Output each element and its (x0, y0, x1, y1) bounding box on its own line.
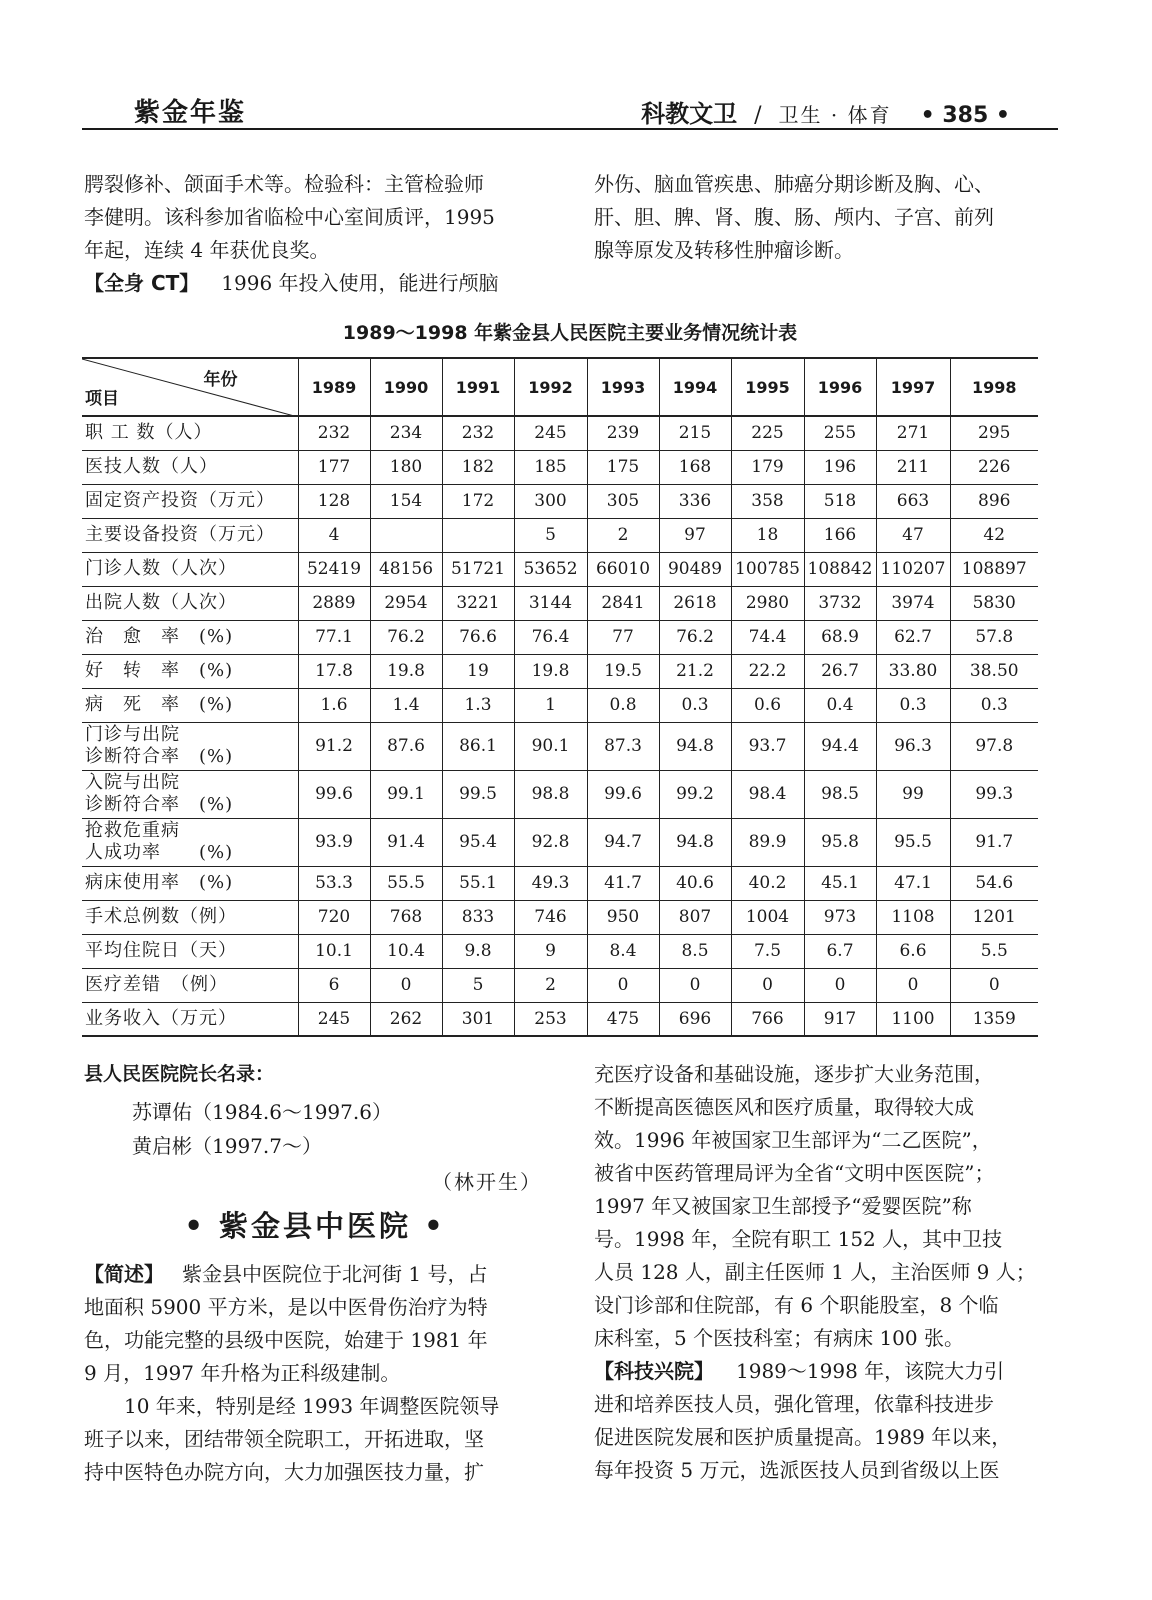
value-cell: 475 (587, 1002, 659, 1036)
table-row (82, 552, 1038, 586)
value-cell: 0 (876, 968, 950, 1002)
value-cell: 2841 (587, 586, 659, 620)
text-line: 年起，连续 4 年获优良奖。 (84, 238, 330, 262)
value-cell: 3221 (442, 586, 514, 620)
value-cell: 86.1 (442, 722, 514, 770)
table-row (82, 818, 1038, 866)
value-cell: 225 (731, 416, 804, 450)
subsection-name: 卫生 · 体育 (778, 103, 892, 127)
corner-cell (82, 358, 298, 416)
value-cell: 182 (442, 450, 514, 484)
value-cell: 19.8 (514, 654, 587, 688)
text-line: 设门诊部和住院部，有 6 个职能股室，8 个临 (594, 1293, 999, 1317)
ct-label: 【全身 CT】 (84, 271, 200, 295)
value-cell: 99 (876, 770, 950, 818)
value-cell: 8.4 (587, 934, 659, 968)
value-cell: 95.4 (442, 818, 514, 866)
row-label: 病床使用率 (%) (82, 866, 298, 900)
value-cell: 0.3 (659, 688, 731, 722)
row-label: 医技人数（人） (82, 450, 298, 484)
value-cell: 4 (298, 518, 370, 552)
value-cell: 663 (876, 484, 950, 518)
value-cell: 3144 (514, 586, 587, 620)
table-row (82, 722, 1038, 770)
value-cell: 94.7 (587, 818, 659, 866)
top-left-text (84, 168, 546, 300)
year-cell: 1991 (442, 358, 514, 416)
value-cell: 0 (731, 968, 804, 1002)
value-cell (442, 518, 514, 552)
value-cell: 94.4 (804, 722, 876, 770)
value-cell: 0 (370, 968, 442, 1002)
value-cell: 57.8 (950, 620, 1038, 654)
value-cell: 211 (876, 450, 950, 484)
value-cell: 87.3 (587, 722, 659, 770)
value-cell: 245 (514, 416, 587, 450)
text-line: 促进医院发展和医护质量提高。1989 年以来， (594, 1425, 1012, 1449)
year-cell: 1993 (587, 358, 659, 416)
value-cell: 1 (514, 688, 587, 722)
value-cell: 172 (442, 484, 514, 518)
value-cell: 93.7 (731, 722, 804, 770)
text-line: 床科室，5 个医技科室；有病床 100 张。 (594, 1326, 964, 1350)
value-cell: 8.5 (659, 934, 731, 968)
value-cell: 55.1 (442, 866, 514, 900)
value-cell: 973 (804, 900, 876, 934)
value-cell: 90489 (659, 552, 731, 586)
value-cell: 5830 (950, 586, 1038, 620)
value-cell: 245 (298, 1002, 370, 1036)
text-line: 充医疗设备和基础设施，逐步扩大业务范围， (594, 1062, 994, 1086)
value-cell: 45.1 (804, 866, 876, 900)
value-cell: 99.3 (950, 770, 1038, 818)
value-cell: 3974 (876, 586, 950, 620)
tech-paragraph (594, 1355, 1056, 1388)
top-right-text (594, 168, 1056, 267)
text-line: 地面积 5900 平方米，是以中医骨伤治疗为特 (84, 1295, 488, 1319)
value-cell: 746 (514, 900, 587, 934)
book-title: 紫金年鉴 (134, 98, 247, 128)
text-line: 号。1998 年，全院有职工 152 人，其中卫技 (594, 1227, 1003, 1251)
table-row (82, 866, 1038, 900)
table-row (82, 620, 1038, 654)
year-cell: 1990 (370, 358, 442, 416)
text-line: 持中医特色办院方向，大力加强医技力量，扩 (84, 1460, 484, 1484)
value-cell: 53.3 (298, 866, 370, 900)
table-row (82, 416, 1038, 450)
value-cell: 5 (514, 518, 587, 552)
value-cell: 55.5 (370, 866, 442, 900)
value-cell: 255 (804, 416, 876, 450)
value-cell: 76.6 (442, 620, 514, 654)
text-line: 10 年来，特别是经 1993 年调整医院领导 (124, 1394, 500, 1418)
value-cell: 77 (587, 620, 659, 654)
value-cell: 22.2 (731, 654, 804, 688)
row-label: 抢救危重病 人成功率 (%) (82, 818, 298, 866)
section-title: • 紫金县中医院 • (184, 1209, 446, 1243)
value-cell: 0.3 (950, 688, 1038, 722)
director-entry: 黄启彬（1997.7～） (132, 1134, 322, 1158)
value-cell: 94.8 (659, 818, 731, 866)
value-cell: 234 (370, 416, 442, 450)
value-cell: 26.7 (804, 654, 876, 688)
value-cell: 40.2 (731, 866, 804, 900)
value-cell: 97 (659, 518, 731, 552)
value-cell: 166 (804, 518, 876, 552)
value-cell: 99.6 (587, 770, 659, 818)
value-cell: 358 (731, 484, 804, 518)
value-cell: 21.2 (659, 654, 731, 688)
text-line: 腺等原发及转移性肿瘤诊断。 (594, 238, 854, 262)
value-cell: 96.3 (876, 722, 950, 770)
row-label: 医疗差错 （例） (82, 968, 298, 1002)
value-cell: 1.4 (370, 688, 442, 722)
text-line: 不断提高医德医风和医疗质量，取得较大成 (594, 1095, 974, 1119)
page-number: • 385 • (920, 103, 1010, 128)
value-cell: 19 (442, 654, 514, 688)
text-line: 色，功能完整的县级中医院，始建于 1981 年 (84, 1328, 488, 1352)
table-row (82, 450, 1038, 484)
value-cell: 10.4 (370, 934, 442, 968)
year-cell: 1994 (659, 358, 731, 416)
value-cell: 47.1 (876, 866, 950, 900)
text-line: 每年投资 5 万元，选派医技人员到省级以上医 (594, 1458, 1000, 1482)
row-label: 门诊与出院 诊断符合率 (%) (82, 722, 298, 770)
table-row (82, 1002, 1038, 1036)
value-cell: 74.4 (731, 620, 804, 654)
value-cell: 110207 (876, 552, 950, 586)
row-label: 好 转 率 (%) (82, 654, 298, 688)
row-label: 入院与出院 诊断符合率 (%) (82, 770, 298, 818)
header-slash: / (754, 103, 762, 128)
year-cell: 1996 (804, 358, 876, 416)
text-line: 人员 128 人，副主任医师 1 人，主治医师 9 人； (594, 1260, 1036, 1284)
value-cell: 68.9 (804, 620, 876, 654)
value-cell: 93.9 (298, 818, 370, 866)
value-cell: 40.6 (659, 866, 731, 900)
row-label: 门诊人数（人次） (82, 552, 298, 586)
table-row (82, 484, 1038, 518)
value-cell: 1108 (876, 900, 950, 934)
value-cell: 175 (587, 450, 659, 484)
value-cell: 9.8 (442, 934, 514, 968)
value-cell: 5.5 (950, 934, 1038, 968)
directors-heading: 县人民医院院长名录： (84, 1063, 275, 1085)
value-cell: 232 (442, 416, 514, 450)
bottom-left-text (84, 1258, 546, 1489)
corner-year-label: 年份 (203, 370, 238, 390)
tech-label: 【科技兴院】 (594, 1359, 714, 1383)
value-cell: 336 (659, 484, 731, 518)
value-cell: 766 (731, 1002, 804, 1036)
row-label: 固定资产投资（万元） (82, 484, 298, 518)
value-cell: 0 (587, 968, 659, 1002)
table-row (82, 654, 1038, 688)
row-label: 平均住院日（天） (82, 934, 298, 968)
table-row (82, 518, 1038, 552)
value-cell (370, 518, 442, 552)
value-cell: 66010 (587, 552, 659, 586)
row-label: 手术总例数（例） (82, 900, 298, 934)
value-cell: 768 (370, 900, 442, 934)
value-cell: 76.2 (370, 620, 442, 654)
value-cell: 91.7 (950, 818, 1038, 866)
value-cell: 2889 (298, 586, 370, 620)
text-line: 腭裂修补、颌面手术等。检验科：主管检验师 (84, 172, 484, 196)
overview-paragraph (84, 1258, 546, 1291)
value-cell: 98.4 (731, 770, 804, 818)
value-cell: 92.8 (514, 818, 587, 866)
value-cell: 168 (659, 450, 731, 484)
value-cell: 2980 (731, 586, 804, 620)
value-cell: 99.1 (370, 770, 442, 818)
value-cell: 185 (514, 450, 587, 484)
corner-item-label: 项目 (85, 389, 119, 409)
row-label: 主要设备投资（万元） (82, 518, 298, 552)
value-cell: 262 (370, 1002, 442, 1036)
value-cell: 0 (950, 968, 1038, 1002)
header-right (641, 94, 1010, 129)
value-cell: 33.80 (876, 654, 950, 688)
text-line: 肝、胆、脾、肾、腹、肠、颅内、子宫、前列 (594, 205, 994, 229)
value-cell: 215 (659, 416, 731, 450)
value-cell: 807 (659, 900, 731, 934)
statistics-table (82, 357, 1038, 1037)
table-row (82, 586, 1038, 620)
value-cell: 97.8 (950, 722, 1038, 770)
header-rule (82, 128, 1058, 130)
value-cell: 896 (950, 484, 1038, 518)
value-cell: 91.4 (370, 818, 442, 866)
value-cell: 1359 (950, 1002, 1038, 1036)
value-cell: 1004 (731, 900, 804, 934)
value-cell: 77.1 (298, 620, 370, 654)
value-cell: 76.2 (659, 620, 731, 654)
value-cell: 300 (514, 484, 587, 518)
author-credit: （林开生） (432, 1170, 542, 1194)
text-line: 紫金县中医院位于北河街 1 号，占 (182, 1262, 488, 1286)
value-cell: 2 (514, 968, 587, 1002)
value-cell: 98.8 (514, 770, 587, 818)
value-cell: 3732 (804, 586, 876, 620)
value-cell: 99.2 (659, 770, 731, 818)
table-row (82, 770, 1038, 818)
value-cell: 301 (442, 1002, 514, 1036)
year-cell: 1995 (731, 358, 804, 416)
value-cell: 271 (876, 416, 950, 450)
value-cell: 62.7 (876, 620, 950, 654)
value-cell: 239 (587, 416, 659, 450)
director-entry: 苏谭佑（1984.6～1997.6） (132, 1100, 392, 1124)
value-cell: 0.8 (587, 688, 659, 722)
value-cell: 108842 (804, 552, 876, 586)
value-cell: 950 (587, 900, 659, 934)
text-line: 1997 年又被国家卫生部授予“爱婴医院”称 (594, 1194, 972, 1218)
value-cell: 47 (876, 518, 950, 552)
value-cell: 108897 (950, 552, 1038, 586)
text-line: 9 月，1997 年升格为正科级建制。 (84, 1361, 401, 1385)
text-line: 班子以来，团结带领全院职工，开拓进取，坚 (84, 1427, 484, 1451)
value-cell: 0.3 (876, 688, 950, 722)
value-cell: 2 (587, 518, 659, 552)
value-cell: 833 (442, 900, 514, 934)
year-header-row (82, 358, 1038, 416)
value-cell: 94.8 (659, 722, 731, 770)
value-cell: 48156 (370, 552, 442, 586)
value-cell: 154 (370, 484, 442, 518)
value-cell: 76.4 (514, 620, 587, 654)
value-cell: 179 (731, 450, 804, 484)
value-cell: 518 (804, 484, 876, 518)
value-cell: 98.5 (804, 770, 876, 818)
value-cell: 100785 (731, 552, 804, 586)
value-cell: 17.8 (298, 654, 370, 688)
year-cell: 1998 (950, 358, 1038, 416)
value-cell: 1.3 (442, 688, 514, 722)
value-cell: 1.6 (298, 688, 370, 722)
row-label: 治 愈 率 (%) (82, 620, 298, 654)
text-line: 1989～1998 年，该院大力引 (736, 1359, 1005, 1383)
ct-paragraph (84, 267, 546, 300)
value-cell: 42 (950, 518, 1038, 552)
row-label: 业务收入（万元） (82, 1002, 298, 1036)
value-cell: 91.2 (298, 722, 370, 770)
value-cell: 54.6 (950, 866, 1038, 900)
table-row (82, 968, 1038, 1002)
year-cell: 1989 (298, 358, 370, 416)
value-cell: 41.7 (587, 866, 659, 900)
value-cell: 19.8 (370, 654, 442, 688)
value-cell: 295 (950, 416, 1038, 450)
table-row (82, 900, 1038, 934)
value-cell: 19.5 (587, 654, 659, 688)
value-cell: 6.6 (876, 934, 950, 968)
value-cell: 720 (298, 900, 370, 934)
value-cell: 52419 (298, 552, 370, 586)
value-cell: 5 (442, 968, 514, 1002)
value-cell: 180 (370, 450, 442, 484)
value-cell: 0 (804, 968, 876, 1002)
value-cell: 53652 (514, 552, 587, 586)
year-cell: 1997 (876, 358, 950, 416)
table-title: 1989～1998 年紫金县人民医院主要业务情况统计表 (342, 322, 798, 344)
text-line: 李健明。该科参加省临检中心室间质评，1995 (84, 205, 495, 229)
value-cell: 2618 (659, 586, 731, 620)
section-name: 科教文卫 (641, 100, 738, 128)
value-cell: 6.7 (804, 934, 876, 968)
value-cell: 696 (659, 1002, 731, 1036)
value-cell: 196 (804, 450, 876, 484)
value-cell: 1201 (950, 900, 1038, 934)
value-cell: 0 (659, 968, 731, 1002)
value-cell: 38.50 (950, 654, 1038, 688)
text-line: 效。1996 年被国家卫生部评为“二乙医院”， (594, 1128, 992, 1152)
page-header (82, 88, 1058, 130)
value-cell: 305 (587, 484, 659, 518)
row-label: 出院人数（人次） (82, 586, 298, 620)
table-row (82, 688, 1038, 722)
value-cell: 10.1 (298, 934, 370, 968)
text-line: 被省中医药管理局评为全省“文明中医医院”； (594, 1161, 995, 1185)
value-cell: 18 (731, 518, 804, 552)
table-row (82, 934, 1038, 968)
value-cell: 177 (298, 450, 370, 484)
bottom-right-text (594, 1058, 1056, 1487)
value-cell: 95.8 (804, 818, 876, 866)
value-cell: 49.3 (514, 866, 587, 900)
text-line: 外伤、脑血管疾患、肺癌分期诊断及胸、心、 (594, 172, 994, 196)
value-cell: 232 (298, 416, 370, 450)
value-cell: 7.5 (731, 934, 804, 968)
text-line: 进和培养医技人员，强化管理，依靠科技进步 (594, 1392, 994, 1416)
value-cell: 6 (298, 968, 370, 1002)
row-label: 病 死 率 (%) (82, 688, 298, 722)
row-label: 职 工 数（人） (82, 416, 298, 450)
value-cell: 99.6 (298, 770, 370, 818)
value-cell: 89.9 (731, 818, 804, 866)
value-cell: 51721 (442, 552, 514, 586)
value-cell: 1100 (876, 1002, 950, 1036)
value-cell: 0.4 (804, 688, 876, 722)
value-cell: 0.6 (731, 688, 804, 722)
value-cell: 99.5 (442, 770, 514, 818)
value-cell: 917 (804, 1002, 876, 1036)
value-cell: 226 (950, 450, 1038, 484)
overview-label: 【简述】 (84, 1262, 164, 1286)
value-cell: 2954 (370, 586, 442, 620)
year-cell: 1992 (514, 358, 587, 416)
value-cell: 87.6 (370, 722, 442, 770)
value-cell: 95.5 (876, 818, 950, 866)
ct-text: 1996 年投入使用，能进行颅脑 (221, 271, 499, 295)
value-cell: 90.1 (514, 722, 587, 770)
value-cell: 9 (514, 934, 587, 968)
value-cell: 253 (514, 1002, 587, 1036)
value-cell: 128 (298, 484, 370, 518)
